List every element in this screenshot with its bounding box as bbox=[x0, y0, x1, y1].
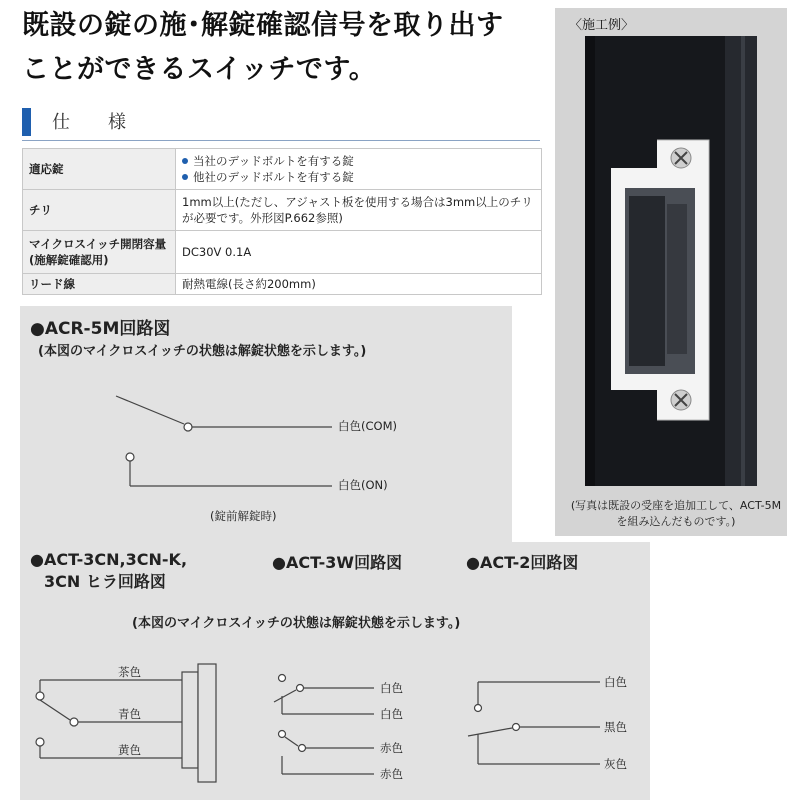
spec-table bbox=[22, 148, 542, 295]
act-3cn-wire-yellow: 黄色 bbox=[118, 743, 141, 757]
act-3w-wire-red-1: 赤色 bbox=[380, 741, 403, 755]
act-2-wire-gray: 灰色 bbox=[604, 757, 627, 771]
act-3cn-title-line1: ●ACT-3CN,3CN-K, bbox=[30, 550, 188, 569]
acr-circuit-panel bbox=[20, 306, 512, 542]
spec-lock-item-1 bbox=[182, 153, 535, 169]
act-3w-wire-red-2: 赤色 bbox=[380, 767, 403, 781]
spec-key-lock: 適応錠 bbox=[23, 149, 176, 190]
acr-wire-com: 白色(COM) bbox=[338, 419, 397, 433]
act-circuit-panel bbox=[20, 542, 650, 800]
spec-key-lead: リード線 bbox=[23, 274, 176, 295]
spec-val-switch: DC30V 0.1A bbox=[176, 231, 542, 274]
example-photo-box bbox=[555, 8, 787, 536]
spec-val-lead: 耐熱電線(長さ約200mm) bbox=[176, 274, 542, 295]
photo-caption-bottom: (写真は既設の受座を追加工して、ACT-5Mを組み込んだものです。) bbox=[570, 499, 782, 528]
act-3cn-wire-blue: 青色 bbox=[118, 707, 141, 721]
spec-heading bbox=[22, 104, 540, 141]
photo-caption-top: 〈施工例〉 bbox=[569, 18, 635, 33]
acr-circuit-diagram bbox=[20, 306, 512, 542]
spec-val-lock bbox=[176, 149, 542, 190]
spec-row-chiri bbox=[23, 190, 542, 231]
spec-row-lock bbox=[23, 149, 542, 190]
acr-wire-on: 白色(ON) bbox=[338, 478, 388, 492]
act-2-wire-black: 黒色 bbox=[604, 720, 627, 734]
bullet-dot-icon bbox=[182, 158, 188, 164]
headline-line2: ことができるスイッチです。 bbox=[22, 54, 377, 85]
installation-photo bbox=[585, 36, 757, 486]
act-3w-wire-white-1: 白色 bbox=[380, 681, 403, 695]
spec-heading-bar bbox=[22, 108, 31, 136]
spec-lock-item-2 bbox=[182, 169, 535, 185]
spec-key-switch: マイクロスイッチ開閉容量(施解錠確認用) bbox=[23, 231, 176, 274]
act-subtitle: (本図のマイクロスイッチの状態は解錠状態を示します。) bbox=[132, 616, 461, 631]
act-circuit-diagram bbox=[20, 542, 650, 800]
spec-row-lead bbox=[23, 274, 542, 295]
spec-heading-label: 仕 様 bbox=[52, 112, 136, 133]
acr-title: ●ACR-5M回路図 bbox=[30, 319, 171, 339]
act-2-wire-white: 白色 bbox=[604, 675, 627, 689]
spec-lock-item-1-text: 当社のデッドボルトを有する錠 bbox=[193, 154, 354, 168]
act-3w-wire-white-2: 白色 bbox=[380, 707, 403, 721]
act-2-title: ●ACT-2回路図 bbox=[466, 553, 579, 572]
headline-line1: 既設の錠の施･解錠確認信号を取り出す bbox=[22, 10, 504, 41]
acr-subtitle: (本図のマイクロスイッチの状態は解錠状態を示します。) bbox=[38, 344, 367, 359]
spec-lock-item-2-text: 他社のデッドボルトを有する錠 bbox=[193, 170, 354, 184]
headline bbox=[22, 4, 562, 92]
spec-val-chiri: 1mm以上(ただし、アジャスト板を使用する場合は3mm以上のチリが必要です。外形図P.662参照) bbox=[176, 190, 542, 231]
act-3cn-title-line2: 3CN ヒラ回路図 bbox=[44, 572, 166, 591]
spec-key-chiri: チリ bbox=[23, 190, 176, 231]
bullet-dot-icon bbox=[182, 174, 188, 180]
spec-row-switch bbox=[23, 231, 542, 274]
act-3cn-wire-brown: 茶色 bbox=[118, 665, 141, 679]
acr-caption: (錠前解錠時) bbox=[210, 509, 277, 523]
act-3w-title: ●ACT-3W回路図 bbox=[272, 553, 403, 572]
